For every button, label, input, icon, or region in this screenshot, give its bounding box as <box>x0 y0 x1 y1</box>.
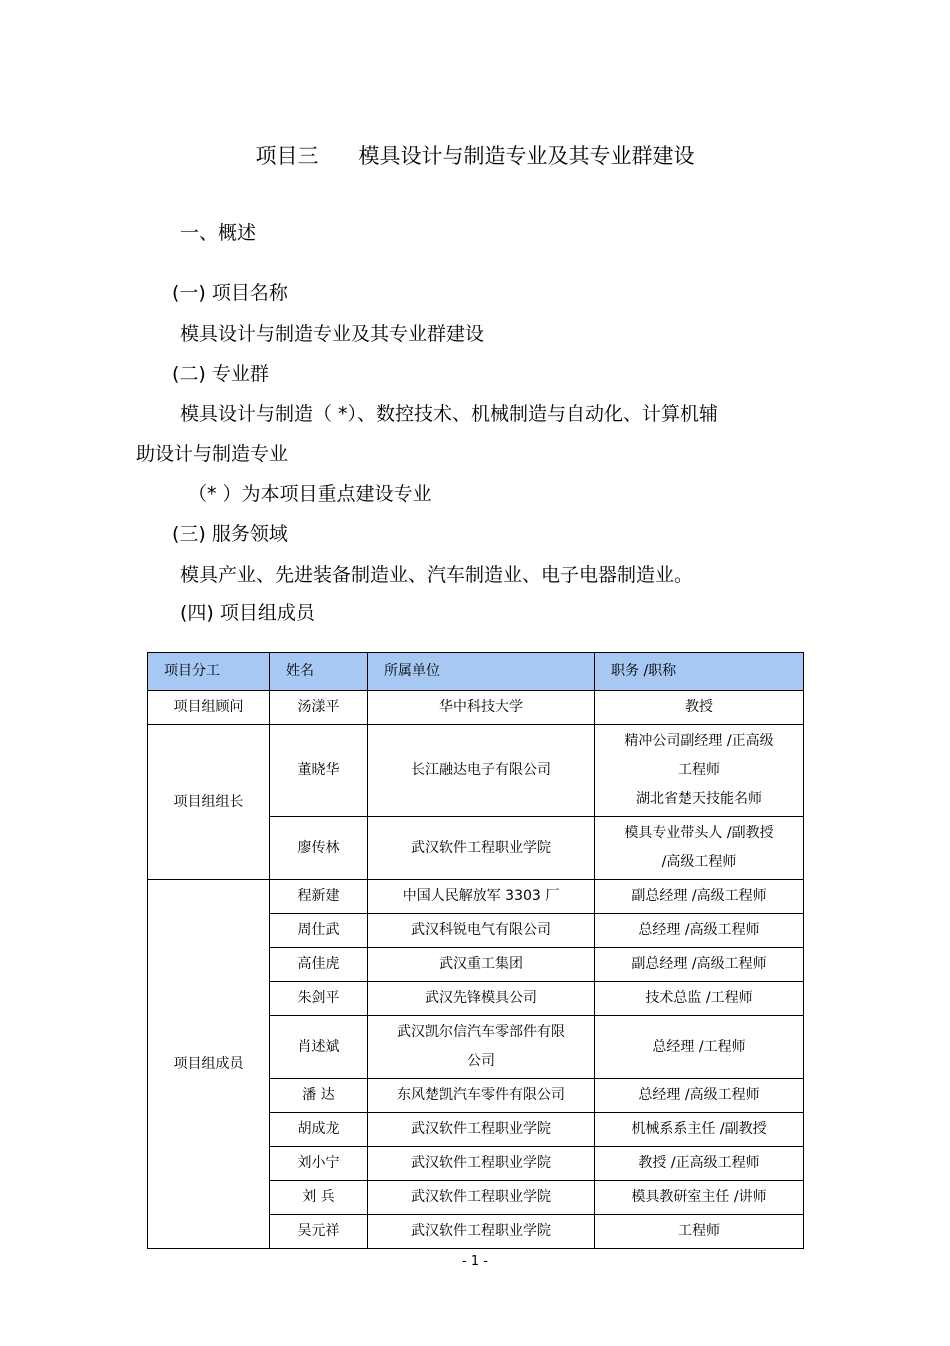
table-row <box>148 880 804 914</box>
table-row <box>148 691 804 725</box>
cell-unit: 武汉凯尔信汽车零部件有限 公司 <box>368 1016 595 1079</box>
specialty-group-text-line2: 助设计与制造专业 <box>136 443 289 465</box>
cell-role: 项目组组长 <box>148 725 270 880</box>
table-body <box>148 691 804 1249</box>
cell-unit: 东风楚凯汽车零件有限公司 <box>368 1079 595 1113</box>
subheading-service-field: (三) 服务领域 <box>172 523 288 545</box>
header-role: 项目分工 <box>148 653 270 691</box>
team-members-table <box>147 652 804 1249</box>
specialty-group-text-line1: 模具设计与制造（ *）、数控技术、机械制造与自动化、计算机辅 <box>180 403 719 425</box>
cell-name: 廖传林 <box>270 817 368 880</box>
cell-name: 胡成龙 <box>270 1113 368 1147</box>
cell-title: 教授 /正高级工程师 <box>595 1147 804 1181</box>
cell-name: 潘 达 <box>270 1079 368 1113</box>
specialty-note: （* ）为本项目重点建设专业 <box>188 483 432 505</box>
table-header-row <box>148 653 804 691</box>
cell-title: 副总经理 /高级工程师 <box>595 948 804 982</box>
cell-name: 刘小宁 <box>270 1147 368 1181</box>
cell-title: 模具专业带头人 /副教授 /高级工程师 <box>595 817 804 880</box>
cell-title: 工程师 <box>595 1215 804 1249</box>
cell-name: 吴元祥 <box>270 1215 368 1249</box>
cell-unit: 武汉先锋模具公司 <box>368 982 595 1016</box>
project-name-text: 模具设计与制造专业及其专业群建设 <box>180 323 485 345</box>
cell-title: 总经理 /高级工程师 <box>595 1079 804 1113</box>
cell-unit: 武汉软件工程职业学院 <box>368 817 595 880</box>
cell-name: 董晓华 <box>270 725 368 817</box>
cell-title: 技术总监 /工程师 <box>595 982 804 1016</box>
cell-name: 汤漾平 <box>270 691 368 725</box>
cell-title: 机械系系主任 /副教授 <box>595 1113 804 1147</box>
cell-title: 副总经理 /高级工程师 <box>595 880 804 914</box>
subheading-specialty-group: (二) 专业群 <box>172 363 269 385</box>
page-number: - 1 - <box>462 1254 488 1269</box>
table-row <box>148 725 804 817</box>
cell-unit: 武汉科锐电气有限公司 <box>368 914 595 948</box>
cell-unit: 武汉重工集团 <box>368 948 595 982</box>
cell-title: 总经理 /工程师 <box>595 1016 804 1079</box>
cell-title: 教授 <box>595 691 804 725</box>
cell-name: 程新建 <box>270 880 368 914</box>
service-field-text: 模具产业、先进装备制造业、汽车制造业、电子电器制造业。 <box>180 564 694 586</box>
subheading-team-members: (四) 项目组成员 <box>180 602 315 624</box>
cell-name: 高佳虎 <box>270 948 368 982</box>
cell-name: 朱剑平 <box>270 982 368 1016</box>
cell-unit: 中国人民解放军 3303 厂 <box>368 880 595 914</box>
cell-unit: 华中科技大学 <box>368 691 595 725</box>
cell-title: 总经理 /高级工程师 <box>595 914 804 948</box>
cell-unit: 长江融达电子有限公司 <box>368 725 595 817</box>
header-unit: 所属单位 <box>368 653 595 691</box>
cell-unit: 武汉软件工程职业学院 <box>368 1181 595 1215</box>
header-title: 职务 /职称 <box>595 653 804 691</box>
subheading-project-name: (一) 项目名称 <box>172 282 288 304</box>
cell-role: 项目组成员 <box>148 880 270 1249</box>
cell-name: 刘 兵 <box>270 1181 368 1215</box>
cell-unit: 武汉软件工程职业学院 <box>368 1147 595 1181</box>
cell-title: 精冲公司副经理 /正高级 工程师 湖北省楚天技能名师 <box>595 725 804 817</box>
cell-title: 模具教研室主任 /讲师 <box>595 1181 804 1215</box>
cell-role: 项目组顾问 <box>148 691 270 725</box>
header-name: 姓名 <box>270 653 368 691</box>
page-title: 项目三 模具设计与制造专业及其专业群建设 <box>255 144 695 168</box>
cell-name: 周仕武 <box>270 914 368 948</box>
cell-unit: 武汉软件工程职业学院 <box>368 1113 595 1147</box>
cell-name: 肖述斌 <box>270 1016 368 1079</box>
section-heading-overview: 一、概述 <box>180 222 257 244</box>
cell-unit: 武汉软件工程职业学院 <box>368 1215 595 1249</box>
